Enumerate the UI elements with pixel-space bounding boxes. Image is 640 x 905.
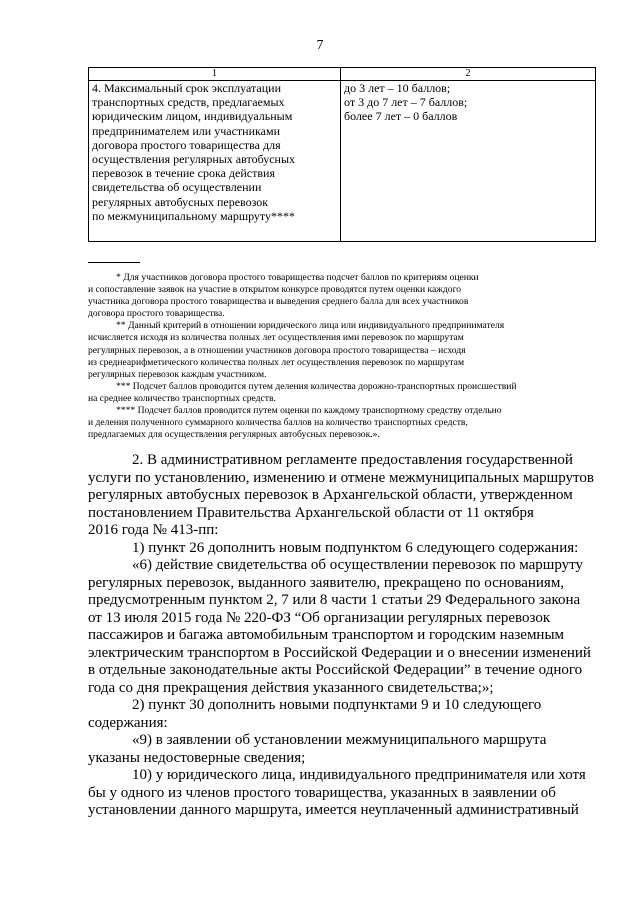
footnote-line: ** Данный критерий в отношении юридического лица или индивидуального предпринимателя — [116, 320, 505, 332]
body-line: в отдельные законодательные акты Российской Федерации” в течение одного — [88, 662, 583, 678]
table-header-cell: 2 — [341, 68, 596, 81]
criterion-line: предпринимателем или участниками — [92, 123, 280, 138]
score-line: от 3 до 7 лет – 7 баллов; — [344, 95, 468, 110]
footnote-line: договора простого товарищества. — [88, 308, 225, 320]
body-line: установлении данного маршрута, имеется неуплаченный административный — [88, 802, 579, 818]
page-number: 7 — [316, 38, 324, 53]
table-row — [89, 81, 596, 242]
footnote — [88, 320, 596, 380]
body-line: «6) действие свидетельства об осуществлении перевозок по маршруту — [132, 557, 583, 573]
body-line: бы у одного из членов простого товарищества, указанных в заявлении об — [88, 784, 556, 801]
footnote-line: исчисляется исходя из количества полных лет осуществления ими перевозок по маршрутам — [88, 332, 464, 344]
table-header-cell: 1 — [89, 68, 341, 81]
criterion-cell — [89, 81, 341, 242]
body-line: 2016 года № 413-пп: — [88, 522, 219, 538]
body-line: регулярных автобусных перевозок в Архангельской области, утвержденном — [88, 487, 573, 503]
criterion-line: по межмуниципальному маршруту**** — [92, 208, 296, 223]
score-line: до 3 лет – 10 баллов; — [344, 81, 451, 95]
footnote-line: *** Подсчет баллов проводится путем деления количества дорожно-транспортных происшествий — [116, 380, 517, 392]
body-line: услуги по установлению, изменению и отмене межмуниципальных маршрутов — [88, 469, 594, 486]
footnote-line: предлагаемых для осуществления регулярных автобусных перевозок.». — [88, 429, 380, 441]
body-line: 2) пункт 30 дополнить новыми подпунктами 9 и 10 следующего — [132, 697, 542, 713]
body-line: содержания: — [88, 714, 168, 731]
body-line: 2. В административном регламенте предоставления государственной — [132, 452, 573, 468]
body-line: «9) в заявлении об установлении межмуниципального маршрута — [132, 732, 547, 748]
criterion-line: осуществления регулярных автобусных — [92, 152, 296, 167]
body-line: от 13 июля 2015 года № 220-ФЗ “Об организации регулярных перевозок — [88, 609, 551, 626]
body-line: постановлением Правительства Архангельской области от 11 октября — [88, 504, 534, 521]
body-line: электрическим транспортом в Российской Федерации и о внесении изменений — [88, 644, 591, 661]
body-line: указаны недостоверные сведения; — [88, 749, 306, 766]
criterion-line: транспортных средств, предлагаемых — [92, 95, 285, 110]
footnote — [88, 405, 596, 441]
table-header-row — [89, 68, 596, 81]
body-line: 10) у юридического лица, индивидуального предпринимателя или хотя — [132, 767, 586, 783]
body-line: пассажиров и багажа автомобильным транспортом и городским наземным — [88, 627, 565, 643]
footnote-line: регулярных перевозок каждым участником. — [88, 368, 267, 380]
footnote-line: и сопоставление заявок на участие в открытом конкурсе проводятся путем оценки каждого — [88, 284, 462, 296]
body-line: регулярных перевозок, выданного заявителю, прекращено по основаниям, — [88, 574, 565, 591]
criterion-line: свидетельства об осуществлении — [92, 180, 262, 195]
criterion-line: договора простого товарищества для — [92, 137, 281, 152]
footnote-line: * Для участников договора простого товарищества подсчет баллов по критериям оценки — [116, 272, 479, 283]
footnote-line: на среднее количество транспортных средств. — [88, 392, 276, 404]
body-line: 1) пункт 26 дополнить новым подпунктом 6 следующего содержания: — [132, 539, 579, 556]
criterion-line: перевозок в течение срока действия — [92, 166, 275, 181]
footnote-line: из среднеарифметического количества полных лет осуществления перевозок по маршрутам — [88, 356, 465, 368]
criteria-table — [88, 67, 596, 242]
footnote-separator — [88, 262, 140, 263]
score-cell — [341, 81, 596, 242]
body-text — [88, 452, 596, 820]
footnote-line: **** Подсчет баллов проводится путем оценки по каждому транспортному средству отдельно — [116, 405, 502, 417]
criterion-line: юридическим лицом, индивидуальным — [92, 109, 293, 124]
body-line: предусмотренным пунктом 2, 7 или 8 части 1 статьи 29 Федерального закона — [88, 592, 581, 608]
footnote — [88, 381, 596, 405]
footnote-line: участника договора простого товарищества и выведения среднего балла для всех участников — [88, 296, 469, 308]
footnotes — [88, 272, 596, 441]
criterion-line: регулярных автобусных перевозок — [92, 194, 269, 209]
score-line: более 7 лет – 0 баллов — [344, 109, 458, 124]
criterion-line: 4. Максимальный срок эксплуатации — [92, 81, 281, 95]
footnote-line: регулярных перевозок, а в отношении участников договора простого товарищества – исходя — [88, 344, 466, 356]
footnote-line: и деления полученного суммарного количества баллов на количество транспортных средств, — [88, 417, 468, 429]
footnote — [88, 272, 596, 320]
body-line: года со дня прекращения действия указанного свидетельства;»; — [88, 679, 494, 696]
